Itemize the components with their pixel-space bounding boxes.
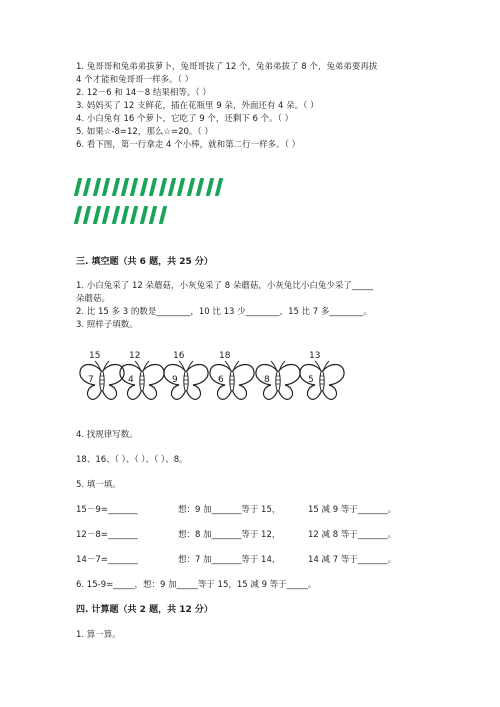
butterfly-top-number: 18 — [219, 351, 231, 361]
judge-q1-line1: 1. 兔哥哥和兔弟弟拔萝卜，兔哥哥拔了 12 个，兔弟弟拔了 8 个，兔弟弟要再拔 — [76, 62, 378, 72]
fill-row-3-rev: 14 减 7 等于_______。 — [308, 555, 397, 565]
butterfly-wing-number: 5 — [308, 375, 314, 385]
butterfly — [161, 351, 211, 402]
stick — [140, 178, 148, 196]
judge-q2: 2. 12－6 和 14－8 结果相等。（ ） — [76, 88, 211, 98]
butterfly-wing-number: 9 — [172, 375, 178, 385]
stick — [130, 178, 138, 196]
stick — [130, 206, 138, 224]
butterfly-top-number: 12 — [129, 351, 141, 361]
stick — [149, 206, 157, 224]
judge-q6: 6. 看下图，第一行拿走 4 个小棒，就和第二行一样多。（ ） — [76, 140, 301, 150]
fill-q2: 2. 比 15 多 3 的数是________，10 比 13 少________，15 比 7 多________。 — [76, 307, 372, 317]
stick — [93, 206, 101, 224]
stick — [158, 178, 166, 196]
butterfly-wing-number: 6 — [218, 375, 224, 385]
sticks-row-1 — [76, 178, 226, 196]
butterfly — [207, 351, 257, 402]
stick — [168, 178, 176, 196]
fill-row-2-eq: 12－8=_______ — [76, 530, 138, 540]
stick — [177, 178, 185, 196]
fill-q6: 6. 15-9=_____，想：9 加_____等于 15，15 减 9 等于_____。 — [76, 580, 317, 590]
stick — [83, 206, 91, 224]
butterfly-wing-number: 4 — [128, 375, 134, 385]
fill-q1-line1: 1. 小白兔采了 12 朵蘑菇，小灰兔采了 8 朵蘑菇，小灰兔比小白兔少采了_____ — [76, 281, 374, 291]
stick — [121, 178, 129, 196]
butterfly-top-number: 16 — [173, 351, 185, 361]
fill-row-2-rev: 12 减 8 等于_______。 — [308, 530, 397, 540]
stick — [196, 178, 204, 196]
fill-row-1-think: 想：9 加_______等于 15， — [178, 505, 281, 515]
judge-q4: 4. 小白兔有 16 个萝卜，它吃了 9 个，还剩下 6 个。（ ） — [76, 114, 294, 124]
judge-q5: 5. 如果☆-8=12，那么☆=20。（ ） — [76, 127, 213, 137]
stick — [74, 206, 82, 224]
butterfly-outline — [253, 354, 303, 402]
butterfly-outline — [161, 354, 211, 402]
calc-q1: 1. 算一算。 — [76, 630, 121, 640]
stick — [74, 178, 82, 196]
stick — [158, 206, 166, 224]
stick — [121, 206, 129, 224]
fill-section-heading: 三. 填空题（共 6 题，共 25 分） — [76, 257, 213, 267]
fill-row-3-eq: 14－7=_______ — [76, 555, 138, 565]
butterfly-top-number: 15 — [89, 351, 101, 361]
butterfly-outline — [297, 354, 347, 402]
stick — [102, 178, 110, 196]
butterfly — [297, 351, 347, 402]
fill-row-3-think: 想：7 加_______等于 14， — [178, 555, 281, 565]
fill-q5: 5. 填一填。 — [76, 480, 121, 490]
fill-q3: 3. 照样子填数。 — [76, 320, 138, 330]
butterfly-wing-number: 8 — [264, 375, 270, 385]
stick — [205, 178, 213, 196]
fill-q4: 4. 找规律写数。 — [76, 430, 138, 440]
stick — [215, 178, 223, 196]
butterfly — [117, 351, 167, 402]
fill-row-1-rev: 15 减 9 等于_______。 — [308, 505, 397, 515]
butterfly — [253, 354, 303, 402]
stick — [187, 178, 195, 196]
butterfly-wing-number: 7 — [88, 375, 94, 385]
judge-q3: 3. 妈妈买了 12 支鲜花，插在花瓶里 9 朵，外面还有 4 朵。（ ） — [76, 101, 319, 111]
judge-q1-line2: 4 个才能和兔哥哥一样多。（ ） — [76, 75, 194, 85]
butterfly-outline — [117, 354, 167, 402]
stick — [93, 178, 101, 196]
stick — [149, 178, 157, 196]
sticks-row-2 — [76, 206, 176, 224]
stick — [111, 206, 119, 224]
stick — [83, 178, 91, 196]
calc-section-heading: 四. 计算题（共 2 题，共 12 分） — [76, 605, 213, 615]
fill-q4-sequence: 18、16、（ ）、（ ）、（ ）、8。 — [76, 455, 188, 465]
fill-row-2-think: 想：8 加_______等于 12， — [178, 530, 281, 540]
fill-q1-line2: 朵蘑菇。 — [76, 294, 111, 304]
fill-row-1-eq: 15－9=_______ — [76, 505, 138, 515]
stick — [102, 206, 110, 224]
stick — [140, 206, 148, 224]
stick — [111, 178, 119, 196]
butterfly-outline — [207, 354, 257, 402]
butterfly-top-number: 13 — [309, 351, 321, 361]
